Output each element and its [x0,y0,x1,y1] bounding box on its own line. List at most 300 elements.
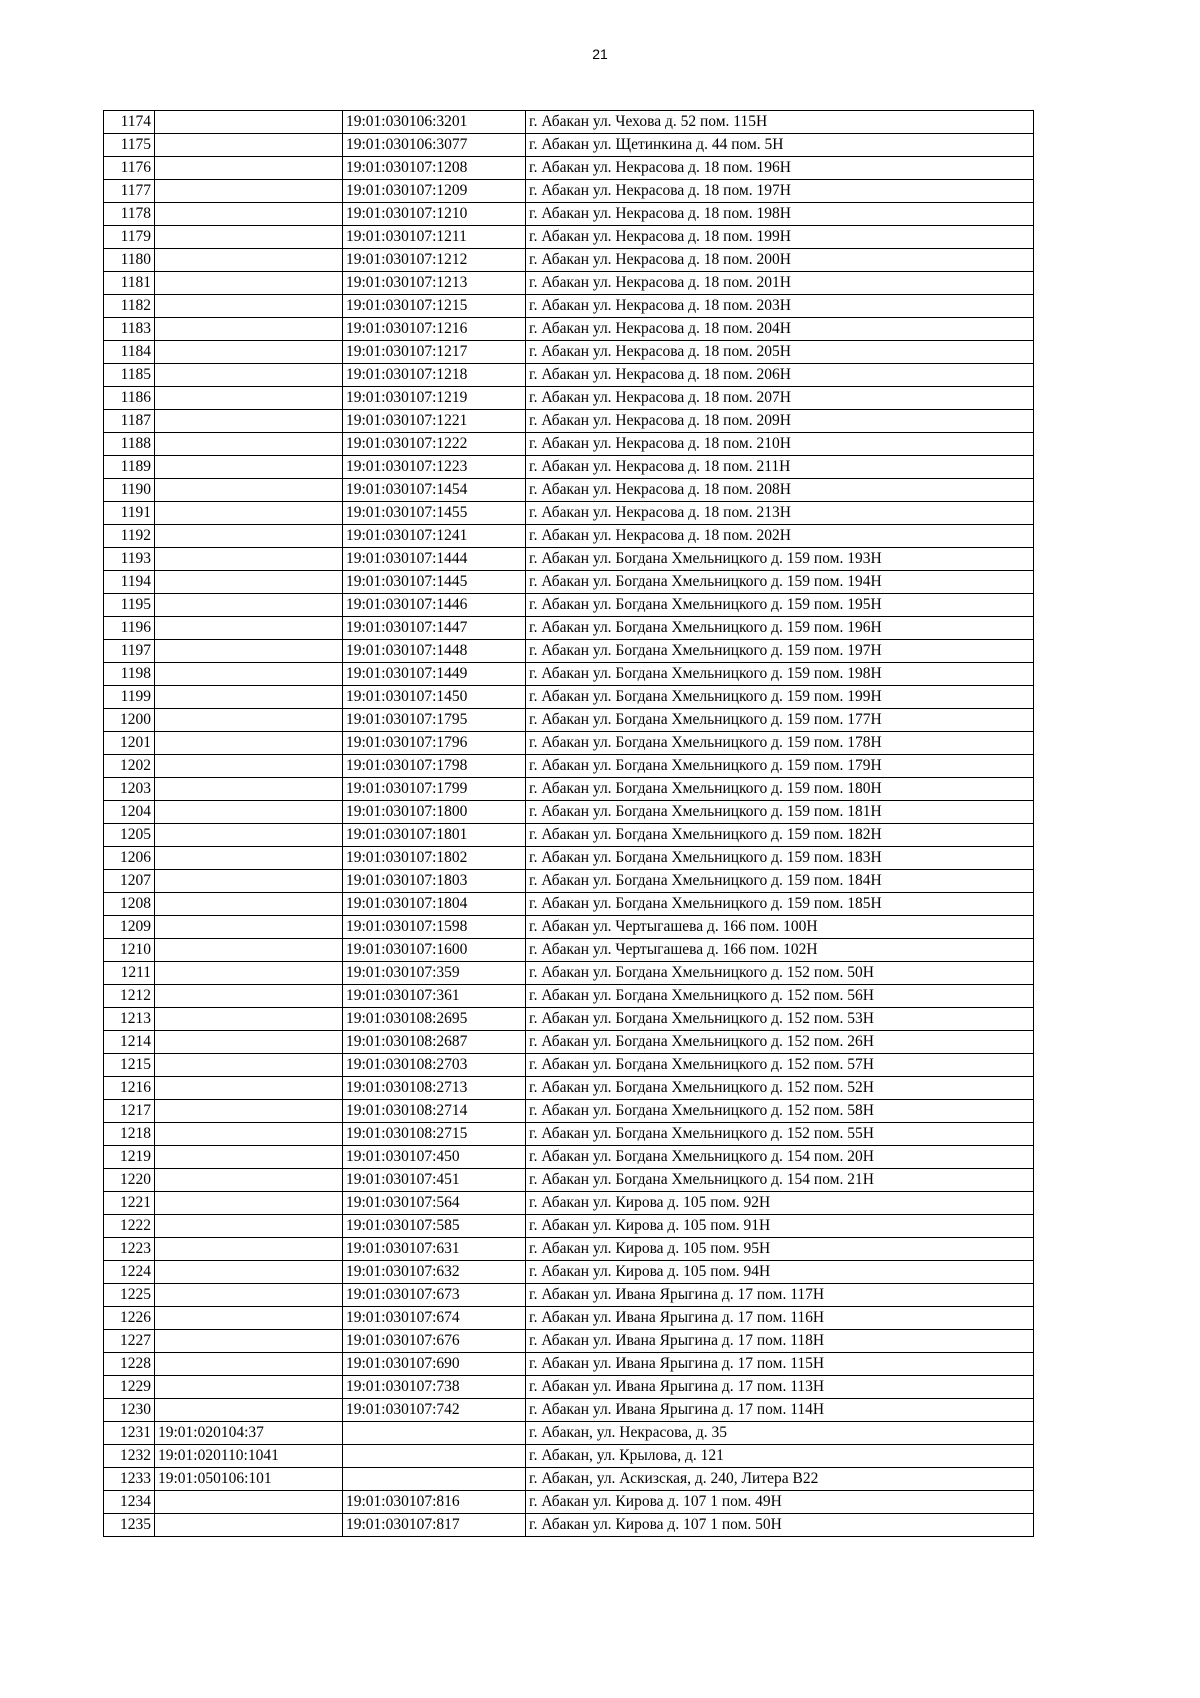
table-row [104,157,1034,180]
premises-cadastral-number-cell: 19:01:030108:2703 [343,1054,526,1077]
row-number-cell: 1214 [104,1031,155,1054]
table-row [104,985,1034,1008]
address-cell: г. Абакан, ул. Аскизская, д. 240, Литера В22 [526,1468,1034,1491]
land-cadastral-number-cell [155,272,343,295]
premises-cadastral-number-cell: 19:01:030107:450 [343,1146,526,1169]
premises-cadastral-number-cell: 19:01:030107:1449 [343,663,526,686]
premises-cadastral-number-cell: 19:01:030107:690 [343,1353,526,1376]
table-row [104,111,1034,134]
table-row [104,318,1034,341]
premises-cadastral-number-cell: 19:01:030107:1454 [343,479,526,502]
row-number-cell: 1209 [104,916,155,939]
row-number-cell: 1200 [104,709,155,732]
row-number-cell: 1218 [104,1123,155,1146]
address-cell: г. Абакан ул. Богдана Хмельницкого д. 159 пом. 177Н [526,709,1034,732]
land-cadastral-number-cell [155,824,343,847]
address-cell: г. Абакан ул. Некрасова д. 18 пом. 201Н [526,272,1034,295]
row-number-cell: 1175 [104,134,155,157]
address-cell: г. Абакан, ул. Крылова, д. 121 [526,1445,1034,1468]
premises-cadastral-number-cell: 19:01:030107:1217 [343,341,526,364]
address-cell: г. Абакан ул. Некрасова д. 18 пом. 197Н [526,180,1034,203]
premises-cadastral-number-cell: 19:01:030107:1444 [343,548,526,571]
address-cell: г. Абакан ул. Богдана Хмельницкого д. 152 пом. 26Н [526,1031,1034,1054]
premises-cadastral-number-cell: 19:01:030107:1447 [343,617,526,640]
row-number-cell: 1196 [104,617,155,640]
land-cadastral-number-cell [155,318,343,341]
land-cadastral-number-cell [155,548,343,571]
premises-cadastral-number-cell: 19:01:030107:1795 [343,709,526,732]
premises-cadastral-number-cell: 19:01:030107:1218 [343,364,526,387]
table-row [104,1376,1034,1399]
row-number-cell: 1174 [104,111,155,134]
premises-cadastral-number-cell: 19:01:030107:564 [343,1192,526,1215]
table-row [104,456,1034,479]
table-row [104,548,1034,571]
table-row [104,1307,1034,1330]
land-cadastral-number-cell [155,1008,343,1031]
address-cell: г. Абакан ул. Чертыгашева д. 166 пом. 100Н [526,916,1034,939]
row-number-cell: 1199 [104,686,155,709]
row-number-cell: 1185 [104,364,155,387]
row-number-cell: 1176 [104,157,155,180]
address-cell: г. Абакан ул. Ивана Ярыгина д. 17 пом. 115Н [526,1353,1034,1376]
premises-cadastral-number-cell: 19:01:030108:2714 [343,1100,526,1123]
table-row [104,134,1034,157]
address-cell: г. Абакан ул. Богдана Хмельницкого д. 159 пом. 179Н [526,755,1034,778]
table-row [104,180,1034,203]
premises-cadastral-number-cell: 19:01:030107:1210 [343,203,526,226]
premises-cadastral-number-cell: 19:01:030107:451 [343,1169,526,1192]
table-row [104,226,1034,249]
land-cadastral-number-cell [155,686,343,709]
address-cell: г. Абакан ул. Ивана Ярыгина д. 17 пом. 114Н [526,1399,1034,1422]
address-cell: г. Абакан ул. Некрасова д. 18 пом. 205Н [526,341,1034,364]
premises-cadastral-number-cell: 19:01:030107:1801 [343,824,526,847]
land-cadastral-number-cell [155,640,343,663]
land-cadastral-number-cell [155,249,343,272]
land-cadastral-number-cell [155,180,343,203]
land-cadastral-number-cell [155,1399,343,1422]
land-cadastral-number-cell [155,755,343,778]
table-row [104,272,1034,295]
row-number-cell: 1211 [104,962,155,985]
address-cell: г. Абакан ул. Богдана Хмельницкого д. 159 пом. 198Н [526,663,1034,686]
address-cell: г. Абакан ул. Некрасова д. 18 пом. 211Н [526,456,1034,479]
row-number-cell: 1177 [104,180,155,203]
table-row [104,594,1034,617]
row-number-cell: 1182 [104,295,155,318]
table-row [104,1468,1034,1491]
premises-cadastral-number-cell: 19:01:030106:3201 [343,111,526,134]
table-row [104,640,1034,663]
address-cell: г. Абакан ул. Некрасова д. 18 пом. 213Н [526,502,1034,525]
table-row [104,502,1034,525]
land-cadastral-number-cell [155,1284,343,1307]
land-cadastral-number-cell [155,433,343,456]
premises-cadastral-number-cell: 19:01:030107:1598 [343,916,526,939]
premises-cadastral-number-cell: 19:01:030107:359 [343,962,526,985]
premises-cadastral-number-cell: 19:01:030107:1450 [343,686,526,709]
land-cadastral-number-cell [155,1376,343,1399]
table-row [104,1123,1034,1146]
row-number-cell: 1186 [104,387,155,410]
table-row [104,824,1034,847]
land-cadastral-number-cell [155,1514,343,1537]
row-number-cell: 1179 [104,226,155,249]
premises-cadastral-number-cell: 19:01:030107:1211 [343,226,526,249]
premises-cadastral-number-cell: 19:01:030107:585 [343,1215,526,1238]
row-number-cell: 1225 [104,1284,155,1307]
premises-cadastral-number-cell: 19:01:030107:1208 [343,157,526,180]
land-cadastral-number-cell [155,502,343,525]
table-row [104,295,1034,318]
table-row [104,1353,1034,1376]
address-cell: г. Абакан ул. Богдана Хмельницкого д. 159 пом. 180Н [526,778,1034,801]
address-cell: г. Абакан ул. Кирова д. 105 пом. 91Н [526,1215,1034,1238]
land-cadastral-number-cell [155,893,343,916]
premises-cadastral-number-cell: 19:01:030107:1446 [343,594,526,617]
table-row [104,1169,1034,1192]
address-cell: г. Абакан ул. Некрасова д. 18 пом. 202Н [526,525,1034,548]
address-cell: г. Абакан ул. Кирова д. 105 пом. 95Н [526,1238,1034,1261]
row-number-cell: 1201 [104,732,155,755]
row-number-cell: 1205 [104,824,155,847]
land-cadastral-number-cell [155,341,343,364]
row-number-cell: 1215 [104,1054,155,1077]
premises-cadastral-number-cell: 19:01:030107:361 [343,985,526,1008]
table-row [104,916,1034,939]
row-number-cell: 1234 [104,1491,155,1514]
table-row [104,387,1034,410]
land-cadastral-number-cell: 19:01:020110:1041 [155,1445,343,1468]
land-cadastral-number-cell [155,1307,343,1330]
table-row [104,732,1034,755]
premises-cadastral-number-cell: 19:01:030107:1222 [343,433,526,456]
row-number-cell: 1217 [104,1100,155,1123]
land-cadastral-number-cell [155,226,343,249]
land-cadastral-number-cell [155,1100,343,1123]
row-number-cell: 1220 [104,1169,155,1192]
table-row [104,778,1034,801]
table-row [104,1031,1034,1054]
address-cell: г. Абакан ул. Богдана Хмельницкого д. 152 пом. 52Н [526,1077,1034,1100]
table-row [104,617,1034,640]
row-number-cell: 1198 [104,663,155,686]
land-cadastral-number-cell [155,847,343,870]
address-cell: г. Абакан ул. Некрасова д. 18 пом. 200Н [526,249,1034,272]
table-row [104,663,1034,686]
address-cell: г. Абакан ул. Ивана Ярыгина д. 17 пом. 113Н [526,1376,1034,1399]
land-cadastral-number-cell: 19:01:050106:101 [155,1468,343,1491]
row-number-cell: 1230 [104,1399,155,1422]
table-row [104,801,1034,824]
land-cadastral-number-cell [155,663,343,686]
row-number-cell: 1221 [104,1192,155,1215]
address-cell: г. Абакан ул. Богдана Хмельницкого д. 152 пом. 58Н [526,1100,1034,1123]
land-cadastral-number-cell [155,111,343,134]
property-table [103,110,1034,1537]
premises-cadastral-number-cell: 19:01:030107:1799 [343,778,526,801]
land-cadastral-number-cell [155,157,343,180]
address-cell: г. Абакан ул. Богдана Хмельницкого д. 159 пом. 183Н [526,847,1034,870]
land-cadastral-number-cell [155,1491,343,1514]
row-number-cell: 1212 [104,985,155,1008]
table-row [104,364,1034,387]
address-cell: г. Абакан ул. Некрасова д. 18 пом. 210Н [526,433,1034,456]
land-cadastral-number-cell [155,1123,343,1146]
table-row [104,847,1034,870]
land-cadastral-number-cell [155,916,343,939]
premises-cadastral-number-cell: 19:01:030107:1448 [343,640,526,663]
land-cadastral-number-cell [155,1077,343,1100]
premises-cadastral-number-cell: 19:01:030107:1796 [343,732,526,755]
table-row [104,1215,1034,1238]
address-cell: г. Абакан ул. Ивана Ярыгина д. 17 пом. 116Н [526,1307,1034,1330]
address-cell: г. Абакан ул. Богдана Хмельницкого д. 152 пом. 57Н [526,1054,1034,1077]
land-cadastral-number-cell [155,617,343,640]
land-cadastral-number-cell [155,203,343,226]
row-number-cell: 1222 [104,1215,155,1238]
address-cell: г. Абакан ул. Богдана Хмельницкого д. 154 пом. 21Н [526,1169,1034,1192]
table-row [104,870,1034,893]
table-row [104,479,1034,502]
premises-cadastral-number-cell: 19:01:030107:1223 [343,456,526,479]
table-row [104,341,1034,364]
land-cadastral-number-cell [155,387,343,410]
address-cell: г. Абакан ул. Богдана Хмельницкого д. 152 пом. 55Н [526,1123,1034,1146]
table-row [104,525,1034,548]
row-number-cell: 1227 [104,1330,155,1353]
land-cadastral-number-cell [155,594,343,617]
address-cell: г. Абакан ул. Богдана Хмельницкого д. 159 пом. 193Н [526,548,1034,571]
premises-cadastral-number-cell: 19:01:030107:1600 [343,939,526,962]
address-cell: г. Абакан, ул. Некрасова, д. 35 [526,1422,1034,1445]
row-number-cell: 1219 [104,1146,155,1169]
row-number-cell: 1188 [104,433,155,456]
address-cell: г. Абакан ул. Богдана Хмельницкого д. 152 пом. 53Н [526,1008,1034,1031]
table-row [104,686,1034,709]
premises-cadastral-number-cell: 19:01:030107:631 [343,1238,526,1261]
land-cadastral-number-cell [155,1054,343,1077]
table-row [104,1054,1034,1077]
land-cadastral-number-cell [155,1146,343,1169]
premises-cadastral-number-cell: 19:01:030107:1803 [343,870,526,893]
address-cell: г. Абакан ул. Некрасова д. 18 пом. 204Н [526,318,1034,341]
premises-cadastral-number-cell: 19:01:030107:1209 [343,180,526,203]
table-row [104,1146,1034,1169]
table-row [104,1100,1034,1123]
address-cell: г. Абакан ул. Некрасова д. 18 пом. 208Н [526,479,1034,502]
table-row [104,709,1034,732]
land-cadastral-number-cell [155,1169,343,1192]
premises-cadastral-number-cell: 19:01:030107:1802 [343,847,526,870]
premises-cadastral-number-cell: 19:01:030108:2687 [343,1031,526,1054]
premises-cadastral-number-cell: 19:01:030107:1445 [343,571,526,594]
table-row [104,1514,1034,1537]
address-cell: г. Абакан ул. Некрасова д. 18 пом. 196Н [526,157,1034,180]
row-number-cell: 1226 [104,1307,155,1330]
premises-cadastral-number-cell: 19:01:030107:1221 [343,410,526,433]
address-cell: г. Абакан ул. Богдана Хмельницкого д. 159 пом. 184Н [526,870,1034,893]
land-cadastral-number-cell [155,1215,343,1238]
address-cell: г. Абакан ул. Некрасова д. 18 пом. 198Н [526,203,1034,226]
row-number-cell: 1208 [104,893,155,916]
land-cadastral-number-cell [155,364,343,387]
table-row [104,1422,1034,1445]
address-cell: г. Абакан ул. Чертыгашева д. 166 пом. 102Н [526,939,1034,962]
table-row [104,1284,1034,1307]
row-number-cell: 1192 [104,525,155,548]
table-row [104,1399,1034,1422]
address-cell: г. Абакан ул. Щетинкина д. 44 пом. 5Н [526,134,1034,157]
row-number-cell: 1228 [104,1353,155,1376]
row-number-cell: 1194 [104,571,155,594]
address-cell: г. Абакан ул. Богдана Хмельницкого д. 159 пом. 181Н [526,801,1034,824]
premises-cadastral-number-cell: 19:01:030107:742 [343,1399,526,1422]
premises-cadastral-number-cell: 19:01:030107:1219 [343,387,526,410]
premises-cadastral-number-cell: 19:01:030107:1800 [343,801,526,824]
table-row [104,410,1034,433]
premises-cadastral-number-cell: 19:01:030107:817 [343,1514,526,1537]
address-cell: г. Абакан ул. Богдана Хмельницкого д. 152 пом. 56Н [526,985,1034,1008]
land-cadastral-number-cell [155,1261,343,1284]
table-row [104,1261,1034,1284]
land-cadastral-number-cell [155,134,343,157]
land-cadastral-number-cell [155,479,343,502]
table-row [104,1192,1034,1215]
land-cadastral-number-cell [155,571,343,594]
premises-cadastral-number-cell: 19:01:030107:632 [343,1261,526,1284]
row-number-cell: 1229 [104,1376,155,1399]
address-cell: г. Абакан ул. Богдана Хмельницкого д. 159 пом. 199Н [526,686,1034,709]
row-number-cell: 1231 [104,1422,155,1445]
row-number-cell: 1197 [104,640,155,663]
table-row [104,571,1034,594]
row-number-cell: 1223 [104,1238,155,1261]
land-cadastral-number-cell [155,525,343,548]
row-number-cell: 1206 [104,847,155,870]
land-cadastral-number-cell [155,732,343,755]
premises-cadastral-number-cell: 19:01:030107:1215 [343,295,526,318]
address-cell: г. Абакан ул. Некрасова д. 18 пом. 199Н [526,226,1034,249]
address-cell: г. Абакан ул. Ивана Ярыгина д. 17 пом. 118Н [526,1330,1034,1353]
table-row [104,893,1034,916]
address-cell: г. Абакан ул. Некрасова д. 18 пом. 209Н [526,410,1034,433]
address-cell: г. Абакан ул. Богдана Хмельницкого д. 159 пом. 182Н [526,824,1034,847]
land-cadastral-number-cell [155,1353,343,1376]
table-row [104,962,1034,985]
table-body [104,111,1034,1537]
row-number-cell: 1178 [104,203,155,226]
address-cell: г. Абакан ул. Кирова д. 105 пом. 92Н [526,1192,1034,1215]
table-row [104,939,1034,962]
row-number-cell: 1190 [104,479,155,502]
row-number-cell: 1213 [104,1008,155,1031]
premises-cadastral-number-cell: 19:01:030106:3077 [343,134,526,157]
table-row [104,1445,1034,1468]
address-cell: г. Абакан ул. Кирова д. 105 пом. 94Н [526,1261,1034,1284]
premises-cadastral-number-cell: 19:01:030107:1804 [343,893,526,916]
address-cell: г. Абакан ул. Чехова д. 52 пом. 115Н [526,111,1034,134]
premises-cadastral-number-cell: 19:01:030107:1216 [343,318,526,341]
address-cell: г. Абакан ул. Кирова д. 107 1 пом. 50Н [526,1514,1034,1537]
row-number-cell: 1181 [104,272,155,295]
address-cell: г. Абакан ул. Кирова д. 107 1 пом. 49Н [526,1491,1034,1514]
table-row [104,1008,1034,1031]
address-cell: г. Абакан ул. Некрасова д. 18 пом. 203Н [526,295,1034,318]
land-cadastral-number-cell [155,985,343,1008]
premises-cadastral-number-cell: 19:01:030107:1213 [343,272,526,295]
table-row [104,1077,1034,1100]
row-number-cell: 1224 [104,1261,155,1284]
row-number-cell: 1210 [104,939,155,962]
premises-cadastral-number-cell: 19:01:030107:673 [343,1284,526,1307]
row-number-cell: 1203 [104,778,155,801]
row-number-cell: 1180 [104,249,155,272]
premises-cadastral-number-cell: 19:01:030108:2695 [343,1008,526,1031]
row-number-cell: 1204 [104,801,155,824]
premises-cadastral-number-cell: 19:01:030107:1455 [343,502,526,525]
address-cell: г. Абакан ул. Богдана Хмельницкого д. 159 пом. 197Н [526,640,1034,663]
premises-cadastral-number-cell: 19:01:030107:674 [343,1307,526,1330]
table-row [104,433,1034,456]
table-row [104,755,1034,778]
land-cadastral-number-cell [155,1330,343,1353]
land-cadastral-number-cell [155,295,343,318]
land-cadastral-number-cell [155,1192,343,1215]
row-number-cell: 1187 [104,410,155,433]
table-row [104,1238,1034,1261]
row-number-cell: 1202 [104,755,155,778]
land-cadastral-number-cell [155,410,343,433]
land-cadastral-number-cell [155,801,343,824]
premises-cadastral-number-cell [343,1468,526,1491]
land-cadastral-number-cell [155,709,343,732]
land-cadastral-number-cell: 19:01:020104:37 [155,1422,343,1445]
row-number-cell: 1189 [104,456,155,479]
table-row [104,203,1034,226]
land-cadastral-number-cell [155,939,343,962]
row-number-cell: 1184 [104,341,155,364]
address-cell: г. Абакан ул. Богдана Хмельницкого д. 152 пом. 50Н [526,962,1034,985]
address-cell: г. Абакан ул. Ивана Ярыгина д. 17 пом. 117Н [526,1284,1034,1307]
row-number-cell: 1232 [104,1445,155,1468]
premises-cadastral-number-cell: 19:01:030108:2715 [343,1123,526,1146]
table-row [104,1491,1034,1514]
address-cell: г. Абакан ул. Богдана Хмельницкого д. 159 пом. 178Н [526,732,1034,755]
land-cadastral-number-cell [155,778,343,801]
row-number-cell: 1233 [104,1468,155,1491]
land-cadastral-number-cell [155,1031,343,1054]
row-number-cell: 1216 [104,1077,155,1100]
address-cell: г. Абакан ул. Богдана Хмельницкого д. 159 пом. 195Н [526,594,1034,617]
premises-cadastral-number-cell: 19:01:030107:738 [343,1376,526,1399]
premises-cadastral-number-cell: 19:01:030107:816 [343,1491,526,1514]
row-number-cell: 1183 [104,318,155,341]
table-row [104,1330,1034,1353]
land-cadastral-number-cell [155,870,343,893]
land-cadastral-number-cell [155,1238,343,1261]
row-number-cell: 1207 [104,870,155,893]
premises-cadastral-number-cell: 19:01:030107:1212 [343,249,526,272]
address-cell: г. Абакан ул. Богдана Хмельницкого д. 159 пом. 194Н [526,571,1034,594]
page-number: 21 [592,46,608,62]
premises-cadastral-number-cell: 19:01:030107:676 [343,1330,526,1353]
row-number-cell: 1191 [104,502,155,525]
address-cell: г. Абакан ул. Богдана Хмельницкого д. 159 пом. 196Н [526,617,1034,640]
premises-cadastral-number-cell: 19:01:030107:1798 [343,755,526,778]
land-cadastral-number-cell [155,962,343,985]
